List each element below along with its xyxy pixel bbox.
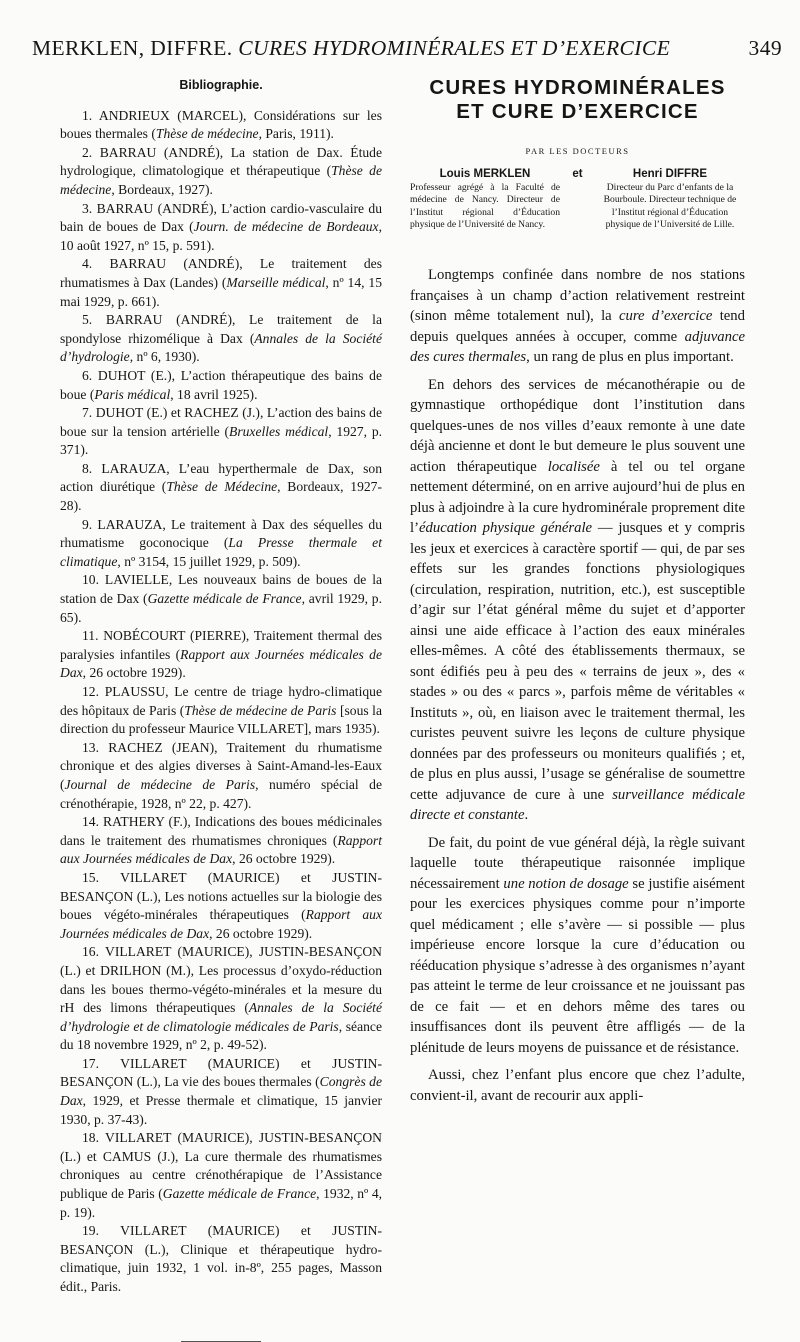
bibliography-item-details: , nº 14, 15 mai 1929, p. 661).: [60, 274, 382, 309]
bibliography-item-source: Journal de médecine de Paris: [64, 776, 256, 792]
author-diffre: [595, 168, 745, 231]
bibliography-item: [60, 1222, 382, 1296]
bibliography-item: [60, 571, 382, 627]
author-affiliation: Directeur du Parc d’enfants de la Bourboule. Directeur technique de l’Institut régional d’Éducation physique de l’Université de Lille.: [603, 182, 737, 230]
bibliography-item-details: , 26 octobre 1929).: [232, 851, 336, 867]
author-name: Louis MERKLEN: [439, 168, 531, 180]
bibliography-item-text: 16. VILLARET (MAURICE), JUSTIN-BESANÇON (L.) et DRILHON (M.), Les processus d’oxydo-réduction dans les boues thermo-végéto-minérales et la mesure du rH des limons thérapeutiques (: [60, 944, 382, 1016]
bibliography-item-details: , Bordeaux, 1927-28).: [60, 479, 382, 514]
bibliography-item-source: Bruxelles médical: [229, 423, 329, 439]
article-paragraph: [410, 375, 745, 826]
paragraph-text: Longtemps confinée dans nombre de nos stations françaises à un champ d’action relativement restreint (sinon même totalement nul), la: [410, 267, 745, 325]
emphasis-text: cure d’exercice: [618, 308, 713, 325]
bibliography-item-details: , séance du 18 novembre 1929, nº 2, p. 49-52).: [60, 1018, 382, 1053]
bibliography-item: [60, 813, 382, 869]
bibliography-item-details: [sous la direction du professeur Maurice VILLARET], mars 1935).: [60, 702, 382, 737]
paragraph-text: .: [524, 807, 529, 824]
bibliography-item-source: Journ. de médecine de Bordeaux: [193, 219, 379, 235]
bibliography-item-details: , Paris, 1911).: [258, 126, 334, 142]
article-paragraph: [410, 833, 745, 1059]
running-head-authors: MERKLEN, DIFFRE.: [32, 36, 233, 60]
bibliography-item-details: , 1927, p. 371).: [60, 423, 383, 458]
bibliography-column: [60, 76, 382, 1342]
bibliography-item-source: Congrès de Dax: [60, 1074, 382, 1109]
emphasis-text: surveillance médicale directe et constante: [410, 786, 745, 824]
bibliography-item-details: , avril 1929, p. 65).: [60, 591, 382, 625]
paragraph-text: , un rang de plus en plus important.: [526, 349, 734, 366]
bibliography-item-details: , 10 août 1927, nº 15, p. 591).: [60, 219, 382, 253]
bibliography-item-source: La Presse thermale et climatique: [60, 535, 382, 569]
article-title-line-2: ET CURE D’EXERCICE: [456, 100, 699, 123]
emphasis-text: une notion de dosage: [503, 875, 629, 892]
bibliography-item-source: Annales de la Société d’hydrologie et de climatologie médicales de Paris: [60, 1000, 382, 1034]
bibliography-item-details: , Bordeaux, 1927).: [111, 181, 213, 197]
article-column: [410, 76, 745, 1113]
bibliography-item-source: Marseille médical: [226, 274, 326, 290]
bibliography-item-source: Thèse de médecine: [60, 163, 382, 197]
bibliography-item: [60, 460, 382, 516]
bibliography-item-text: 18. VILLARET (MAURICE), JUSTIN-BESANÇON (L.) et CAMUS (J.), La cure thermale des rhumatismes chroniques au centre crénothérapique de l’Assistance publique de Paris (: [60, 1130, 382, 1202]
paragraph-text: à tel ou tel organe nettement déterminé, on en arrive aujourd’hui de plus en plus à adjoindre à la cure hydrominérale proprement dite l’: [410, 458, 745, 537]
column-end-rule: [181, 1341, 261, 1342]
bibliography-item-details: , 26 octobre 1929).: [209, 925, 313, 941]
article-paragraph: [410, 1065, 745, 1106]
bibliography-item: [60, 683, 382, 739]
bibliography-item-source: Thèse de Médecine: [166, 479, 278, 495]
bibliography-item-text: 14. RATHERY (F.), Indications des boues médicinales dans le traitement des rhumatismes chroniques (: [60, 814, 382, 848]
bibliography-heading: Bibliographie.: [179, 78, 263, 92]
paragraph-text: Aussi, chez l’enfant plus encore que chez l’adulte, convient-il, avant de recourir aux appli-: [410, 1067, 745, 1104]
bibliography-item-details: , nº 3154, 15 juillet 1929, p. 509).: [117, 553, 301, 569]
bibliography-item-details: , 18 avril 1925).: [170, 386, 258, 402]
bibliography-item-text: 1. ANDRIEUX (MARCEL), Considérations sur les boues thermales (: [60, 107, 382, 142]
paragraph-text: se justifie aisément pour les exercices physiques comme pour n’importe quel médicament ; elle s’avère — si possible — plus impérieuse encore lorsque la cure d’éducation ou rééducation physique s’adresse à des organismes n’ayant pas atteint le terme de leur croissance et ne jouissant pas de ce fait — et en dehors même des tares ou insuffisances dont ils peuvent être affligés — de la plénitude de leurs moyens de puissance et de résistance.: [410, 875, 746, 1056]
bibliography-item: [60, 516, 382, 572]
bibliography-item-text: 19. VILLARET (MAURICE) et JUSTIN-BESANÇON (L.), Clinique et thérapeutique hydro-climatique, juin 1932, 1 vol. in-8º, 255 pages, Masson édit., Paris.: [60, 1223, 382, 1294]
running-head: [32, 36, 782, 61]
bibliography-item: [60, 943, 382, 1055]
bibliography-item-source: Thèse de médecine: [155, 126, 259, 142]
bibliography-item-source: Annales de la Société d’hydrologie: [60, 330, 382, 365]
bibliography-item-details: , nº 6, 1930).: [129, 349, 200, 365]
article-title-line-1: CURES HYDROMINÉRALES: [429, 76, 726, 99]
author-conjunction: et: [572, 168, 583, 180]
bibliography-item-source: Thèse de médecine de Paris: [184, 702, 337, 718]
author-merklen: [410, 168, 560, 231]
bibliography-item: [60, 869, 382, 943]
bibliography-item: [60, 107, 382, 144]
bibliography-item-source: Gazette médicale de France: [162, 1186, 317, 1202]
bibliography-item-text: 6. DUHOT (E.), L’action thérapeutique des bains de boue (: [60, 367, 382, 402]
bibliography-item-source: Paris médical: [94, 386, 171, 402]
author-affiliation: Professeur agrégé à la Faculté de médecine de Nancy. Directeur de l’Institut régional d’Éducation physique de l’Université de Nancy.: [410, 182, 560, 230]
bibliography-item: [60, 739, 382, 813]
paragraph-text: De fait, du point de vue général déjà, la règle suivant laquelle toute thérapeutique raisonnée implique nécessairement: [410, 834, 745, 892]
bibliography-list: [60, 107, 382, 1297]
bibliography-item: [60, 200, 382, 256]
byline: PAR LES DOCTEURS: [525, 146, 630, 156]
bibliography-item-text: 2. BARRAU (ANDRÉ), La station de Dax. Étude hydrologique, climatologique et thérapeutique (: [60, 144, 382, 179]
bibliography-item-text: 9. LARAUZA, Le traitement à Dax des séquelles du rhumatisme goconocique (: [60, 516, 382, 551]
bibliography-item: [60, 255, 382, 311]
authors-block: [410, 168, 745, 231]
bibliography-item-source: Rapport aux Journées médicales de Dax: [60, 832, 382, 867]
bibliography-item-text: 11. NOBÉCOURT (PIERRE), Traitement thermal des paralysies infantiles (: [60, 628, 382, 662]
bibliography-item-details: , 26 octobre 1929).: [82, 665, 186, 681]
bibliography-item-source: Gazette médicale de France: [147, 591, 302, 607]
bibliography-item-text: 3. BARRAU (ANDRÉ), L’action cardio-vasculaire du bain de boues de Dax (: [60, 200, 382, 235]
author-name: Henri DIFFRE: [632, 168, 708, 180]
bibliography-item-text: 4. BARRAU (ANDRÉ), Le traitement des rhumatismes à Dax (Landes) (: [60, 256, 382, 290]
bibliography-item-text: 12. PLAUSSU, Le centre de triage hydro-climatique des hôpitaux de Paris (: [60, 684, 382, 718]
bibliography-item: [60, 311, 382, 367]
bibliography-item: [60, 144, 382, 200]
running-head-title: CURES HYDROMINÉRALES ET D’EXERCICE: [238, 36, 671, 60]
bibliography-item-source: Rapport aux Journées médicales de Dax: [60, 907, 382, 941]
emphasis-text: éducation physique générale: [418, 520, 593, 537]
paragraph-text: En dehors des services de mécanothérapie ou de gymnastique orthopédique dont l’institution dans quelques-unes de nos villes d’eaux remonte à une date déjà ancienne et dont le but demeure le plus souvent une action thérapeutique: [410, 376, 745, 475]
bibliography-item-text: 5. BARRAU (ANDRÉ), Le traitement de la spondylose rhizomélique à Dax (: [60, 312, 382, 346]
bibliography-item-source: Rapport aux Journées médicales de Dax: [60, 646, 382, 681]
paragraph-text: tend depuis quelques années à occuper, comme: [410, 308, 745, 345]
bibliography-item: [60, 404, 382, 460]
paragraph-text: — jusques et y compris les jeux et exercices à caractère sportif — qui, de par ses effets sur les grandes fonctions physiologiques (circulation, respiration, nutrition, etc.), est susceptible d’agir sur l’état général même du sujet et d’apporter ainsi une aide efficace à l’action des eaux minérales elles-mêmes. A côté des établissements thermaux, se sont édifiés peu à peu des « terrains de jeux », des « stades » ou des « parcs », parfois même de véritables « Instituts », où, en liaison avec le traitement thermal, les curistes peuvent suivre les leçons de culture physique données par des professeurs ou moniteurs qualifiés ; et, de plus en plus aussi, l’usage se généralise de soumettre cette adjuvance de cure à une: [410, 520, 746, 803]
bibliography-item: [60, 1129, 382, 1222]
bibliography-item: [60, 1055, 382, 1129]
bibliography-item-text: 7. DUHOT (E.) et RACHEZ (J.), L’action des bains de boue sur la tension artérielle (: [60, 405, 382, 439]
bibliography-item-text: 10. LAVIELLE, Les nouveaux bains de boues de la station de Dax (: [60, 572, 382, 607]
bibliography-item-details: , 1929, et Presse thermale et climatique, 15 janvier 1930, p. 37-43).: [60, 1093, 382, 1127]
bibliography-item: [60, 367, 382, 404]
bibliography-item: [60, 627, 382, 683]
bibliography-item-details: , numéro spécial de crénothérapie, 1928, nº 22, p. 427).: [60, 776, 382, 811]
article-paragraph: [410, 265, 745, 368]
bibliography-item-text: 17. VILLARET (MAURICE) et JUSTIN-BESANÇON (L.), La vie des boues thermales (: [60, 1055, 382, 1090]
article-title: [410, 76, 745, 124]
bibliography-item-text: 8. LARAUZA, L’eau hyperthermale de Dax, son action diurétique (: [60, 460, 382, 495]
emphasis-text: localisée: [547, 458, 600, 475]
page-number: 349: [748, 36, 782, 60]
bibliography-item-details: , 1932, nº 4, p. 19).: [60, 1186, 383, 1220]
emphasis-text: adjuvance des cures thermales: [410, 328, 745, 366]
bibliography-item-text: 13. RACHEZ (JEAN), Traitement du rhumatisme chronique et des algies diverses à Saint-Amand-les-Eaux (: [60, 739, 382, 792]
bibliography-item-text: 15. VILLARET (MAURICE) et JUSTIN-BESANÇON (L.), Les notions actuelles sur la biologie des boues végéto-minérales thérapeutiques (: [60, 869, 382, 923]
article-body: [410, 265, 745, 1106]
